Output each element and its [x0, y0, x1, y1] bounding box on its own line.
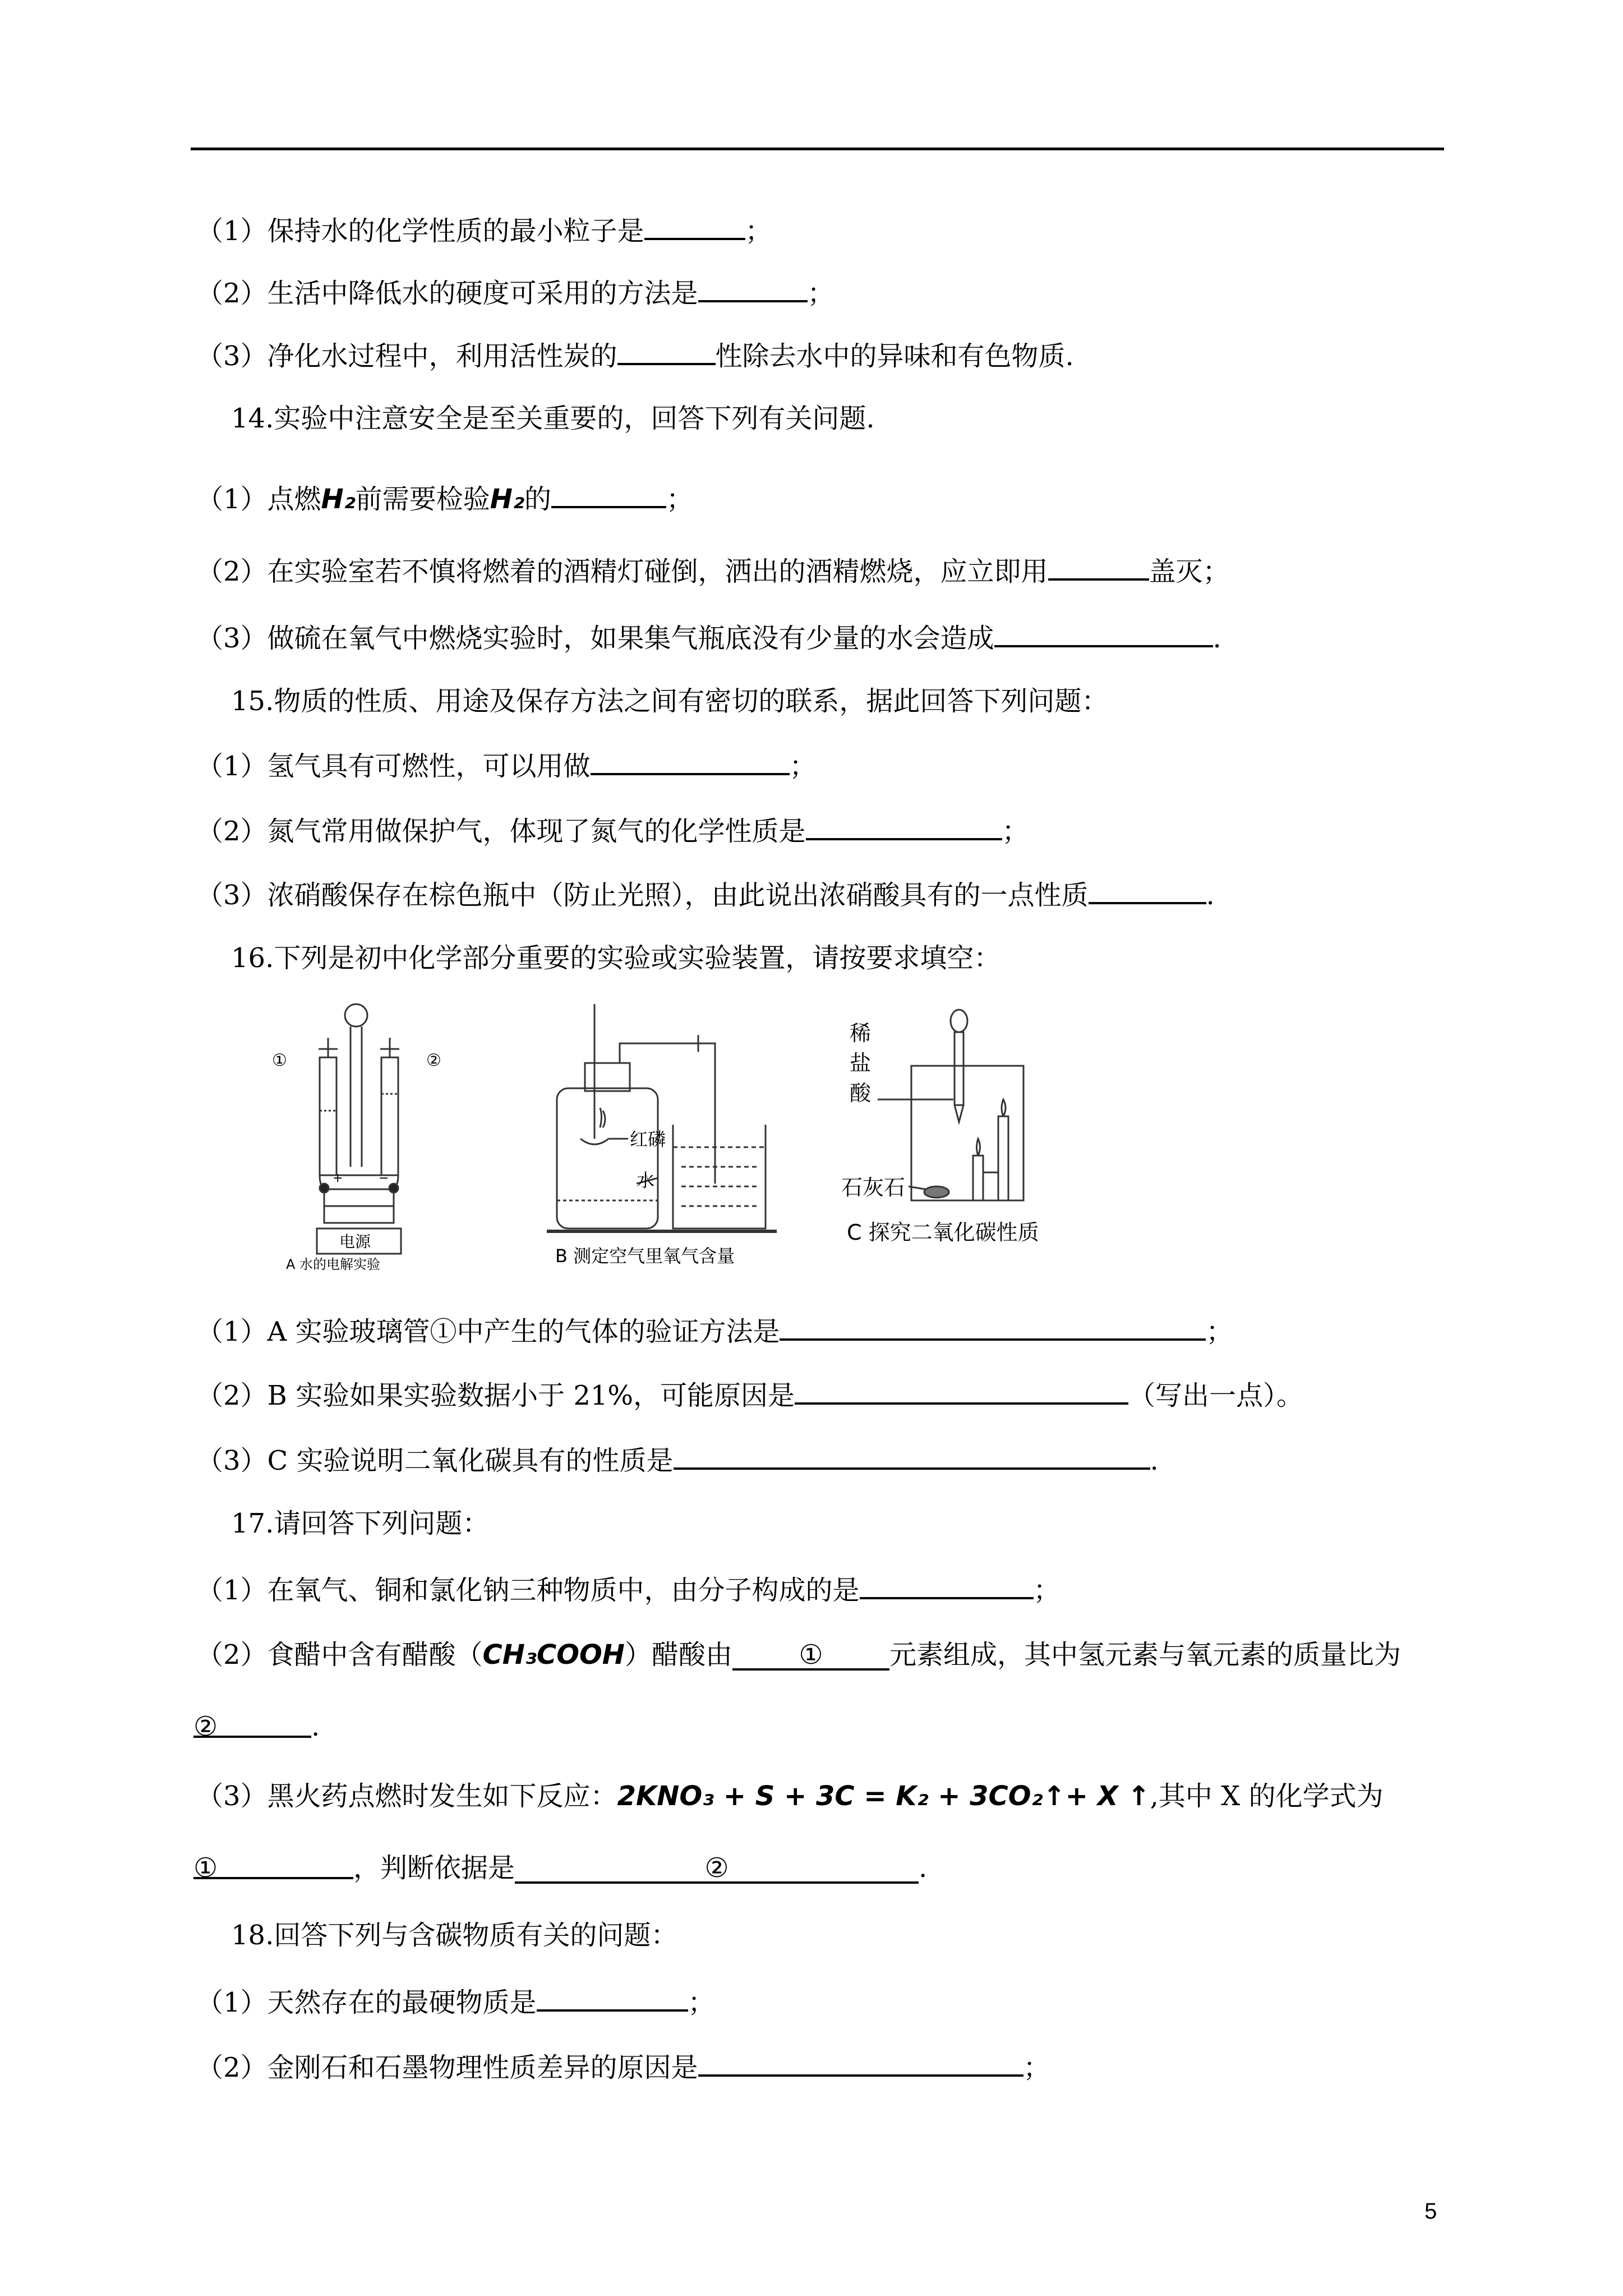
- q17-part2-cont: ② .: [193, 1709, 320, 1745]
- answer-blank[interactable]: [644, 211, 745, 240]
- answer-blank[interactable]: [537, 1982, 688, 2012]
- figure-b-oxygen: [547, 999, 794, 1273]
- answer-blank-1[interactable]: ①: [193, 1850, 353, 1879]
- caption-a: A 水的电解实验: [286, 1257, 381, 1272]
- q18-part1: （1）天然存在的最硬物质是 ；: [196, 1982, 715, 2021]
- q17-part3: （3）黑火药点燃时发生如下反应：2KNO₃ + S + 3C = K₂ + 3CO₂↑+ X ↑,其中 X 的化学式为: [196, 1780, 1384, 1812]
- q16-part2: （2）B 实验如果实验数据小于 21%，可能原因是 （写出一点）。: [196, 1375, 1303, 1414]
- q14-part1: （1）点燃H₂前需要检验H₂的 ；: [196, 479, 693, 517]
- q15-part2: （2）氮气常用做保护气，体现了氮气的化学性质是 ；: [196, 811, 1029, 849]
- figure-c-co2: [838, 1004, 1085, 1273]
- q17-part3-cont: ① ，判断依据是 ② .: [193, 1850, 927, 1886]
- marker-2: ②: [426, 1051, 441, 1070]
- header-rule: [191, 148, 1444, 150]
- q15-part3: （3）浓硝酸保存在棕色瓶中（防止光照），由此说出浓硝酸具有的一点性质 .: [196, 875, 1215, 913]
- answer-blank[interactable]: [1089, 875, 1206, 904]
- q18-stem: 18.回答下列与含碳物质有关的问题：: [231, 1920, 678, 1951]
- q14-part2: （2）在实验室若不慎将燃着的酒精灯碰倒，洒出的酒精燃烧，应立即用 盖灭；: [196, 551, 1230, 590]
- answer-blank[interactable]: [698, 273, 808, 302]
- q16-part1: （1）A 实验玻璃管①中产生的气体的验证方法是 ；: [196, 1312, 1233, 1350]
- caption-b: B 测定空气里氧气含量: [555, 1245, 735, 1267]
- answer-blank[interactable]: [994, 618, 1213, 647]
- label-xi: 稀: [850, 1021, 872, 1046]
- label-water: 水: [637, 1170, 655, 1191]
- answer-blank[interactable]: [551, 479, 666, 508]
- answer-blank[interactable]: [806, 811, 1002, 840]
- answer-blank[interactable]: [860, 1570, 1034, 1599]
- figure-a-electrolysis: [269, 999, 454, 1273]
- q17-part1: （1）在氧气、铜和氯化钠三种物质中，由分子构成的是 ；: [196, 1570, 1061, 1608]
- power-label: 电源: [339, 1232, 371, 1251]
- q17-stem: 17.请回答下列问题：: [231, 1508, 490, 1539]
- answer-blank[interactable]: [1048, 551, 1149, 581]
- answer-blank-1[interactable]: ①: [732, 1641, 889, 1671]
- q16-stem: 16.下列是初中化学部分重要的实验或实验装置，请按要求填空：: [231, 942, 1001, 974]
- answer-blank[interactable]: [780, 1312, 1206, 1341]
- minus-sign: −: [379, 1171, 389, 1185]
- plus-sign: +: [333, 1171, 343, 1185]
- answer-blank-2[interactable]: ②: [193, 1709, 311, 1738]
- page-number: 5: [1424, 2199, 1437, 2224]
- q15-part1: （1）氢气具有可燃性，可以用做 ；: [196, 746, 817, 784]
- label-red-phosphorus: 红磷: [630, 1129, 666, 1150]
- answer-blank-2[interactable]: ②: [515, 1855, 919, 1884]
- answer-blank[interactable]: [674, 1441, 1150, 1470]
- q16-part3: （3）C 实验说明二氧化碳具有的性质是 .: [196, 1441, 1159, 1479]
- answer-blank[interactable]: [617, 336, 716, 365]
- caption-c: C 探究二氧化碳性质: [847, 1220, 1039, 1245]
- q14-part3: （3）做硫在氧气中燃烧实验时，如果集气瓶底没有少量的水会造成 .: [196, 618, 1221, 656]
- q13-part3: （3）净化水过程中，利用活性炭的 性除去水中的异味和有色物质.: [196, 336, 1074, 374]
- q18-part2: （2）金刚石和石墨物理性质差异的原因是 ；: [196, 2047, 1050, 2086]
- answer-blank[interactable]: [591, 746, 790, 775]
- q13-part2: （2）生活中降低水的硬度可采用的方法是 ；: [196, 273, 834, 311]
- label-yan: 盐: [850, 1051, 872, 1075]
- answer-blank[interactable]: [698, 2047, 1023, 2077]
- marker-1: ①: [272, 1051, 287, 1070]
- q14-stem: 14.实验中注意安全是至关重要的，回答下列有关问题.: [231, 403, 875, 434]
- label-suan: 酸: [850, 1081, 872, 1106]
- q13-part1: （1）保持水的化学性质的最小粒子是 ；: [196, 211, 772, 249]
- label-limestone: 石灰石: [841, 1175, 906, 1200]
- q15-stem: 15.物质的性质、用途及保存方法之间有密切的联系，据此回答下列问题：: [231, 685, 1109, 717]
- answer-blank[interactable]: [795, 1375, 1128, 1405]
- q17-part2: （2）食醋中含有醋酸（CH₃COOH）醋酸由 ① 元素组成，其中氢元素与氧元素的质量比为: [196, 1639, 1401, 1671]
